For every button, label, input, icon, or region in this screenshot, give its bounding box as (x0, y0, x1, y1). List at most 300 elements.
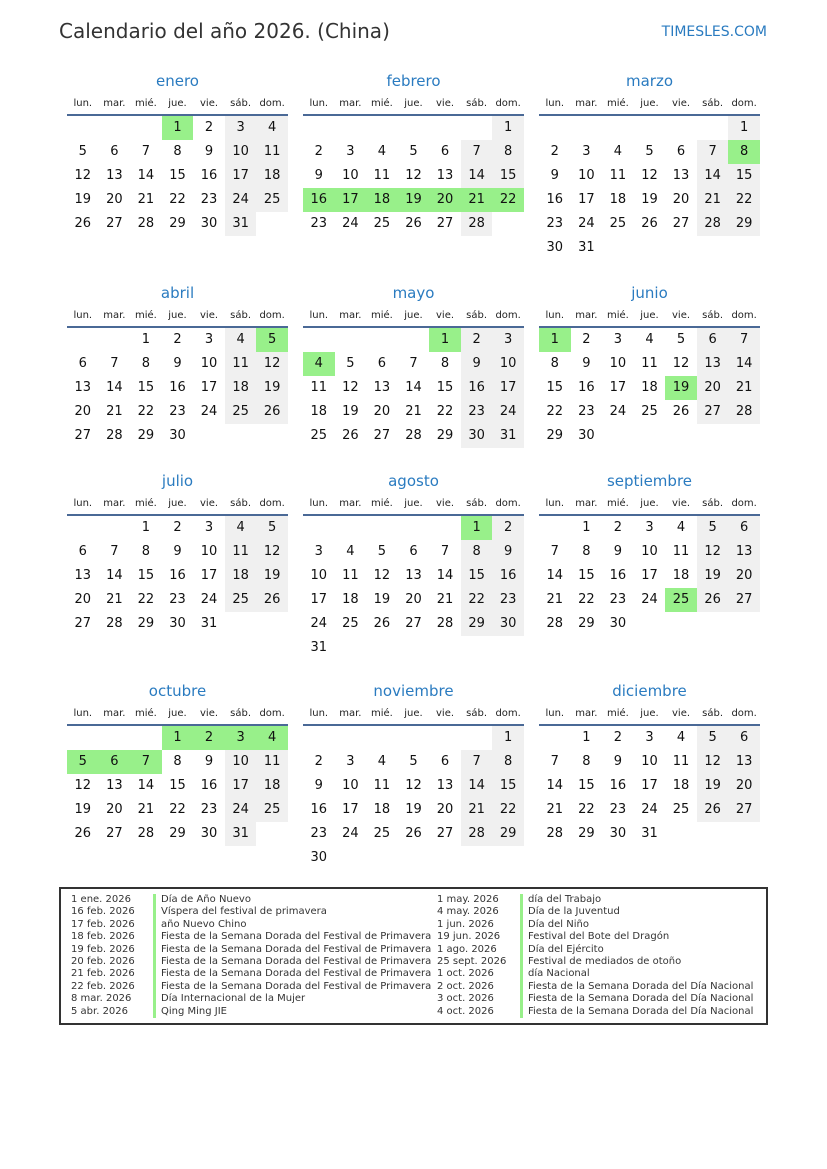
day-cell[interactable]: 15 (578, 568, 595, 583)
day-cell[interactable]: 3 (225, 116, 257, 140)
day-cell[interactable]: 24 (342, 216, 359, 231)
day-cell[interactable]: 9 (204, 754, 214, 769)
day-cell[interactable]: 1 (728, 116, 760, 140)
day-cell[interactable]: 10 (225, 140, 257, 164)
day-cell[interactable]: 27 (436, 216, 454, 231)
day-cell[interactable]: 25 (672, 802, 690, 817)
day-cell[interactable]: 31 (310, 640, 328, 655)
day-cell[interactable]: 14 (546, 568, 564, 583)
day-cell[interactable]: 11 (672, 544, 690, 559)
day-cell[interactable]: 28 (461, 822, 493, 846)
day-cell[interactable]: 13 (436, 778, 454, 793)
day-cell[interactable]: 13 (728, 540, 760, 564)
day-cell[interactable]: 17 (492, 376, 524, 400)
day-cell[interactable]: 6 (676, 144, 686, 159)
day-cell[interactable]: 2 (461, 328, 493, 352)
day-cell[interactable]: 21 (461, 798, 493, 822)
day-cell[interactable]: 21 (728, 376, 760, 400)
day-cell[interactable]: 23 (200, 192, 218, 207)
day-cell[interactable]: 10 (310, 568, 328, 583)
day-cell[interactable]: 24 (200, 592, 218, 607)
day-cell[interactable]: 27 (672, 216, 690, 231)
day-cell[interactable]: 10 (200, 356, 218, 371)
day-cell[interactable]: 13 (74, 568, 92, 583)
day-cell[interactable]: 12 (74, 168, 92, 183)
day-cell[interactable]: 10 (641, 544, 658, 559)
day-cell[interactable]: 29 (578, 826, 595, 841)
day-cell[interactable]: 31 (225, 212, 257, 236)
day-cell[interactable]: 20 (728, 774, 760, 798)
day-cell[interactable]: 10 (225, 750, 257, 774)
day-cell[interactable]: 1 (492, 116, 524, 140)
day-cell[interactable]: 16 (461, 376, 493, 400)
day-cell[interactable]: 24 (641, 592, 658, 607)
day-cell[interactable]: 28 (106, 428, 123, 443)
day-cell[interactable]: 11 (373, 778, 391, 793)
day-cell[interactable]: 8 (582, 754, 591, 769)
day-cell[interactable]: 30 (578, 428, 595, 443)
day-cell[interactable]: 13 (728, 750, 760, 774)
day-cell[interactable]: 24 (342, 826, 359, 841)
holiday-day-cell[interactable]: 19 (665, 376, 697, 400)
day-cell[interactable]: 25 (373, 826, 391, 841)
day-cell[interactable]: 15 (137, 380, 155, 395)
day-cell[interactable]: 3 (613, 332, 623, 347)
day-cell[interactable]: 30 (169, 616, 186, 631)
day-cell[interactable]: 9 (613, 544, 623, 559)
day-cell[interactable]: 26 (256, 400, 288, 424)
day-cell[interactable]: 12 (342, 380, 359, 395)
day-cell[interactable]: 26 (405, 826, 422, 841)
day-cell[interactable]: 16 (200, 168, 218, 183)
day-cell[interactable]: 25 (373, 216, 391, 231)
day-cell[interactable]: 25 (256, 798, 288, 822)
holiday-day-cell[interactable]: 20 (429, 188, 461, 212)
day-cell[interactable]: 14 (137, 778, 155, 793)
day-cell[interactable]: 21 (436, 592, 454, 607)
day-cell[interactable]: 18 (373, 802, 391, 817)
day-cell[interactable]: 17 (310, 592, 328, 607)
day-cell[interactable]: 27 (697, 400, 729, 424)
day-cell[interactable]: 27 (405, 616, 422, 631)
day-cell[interactable]: 9 (492, 540, 524, 564)
day-cell[interactable]: 29 (169, 826, 186, 841)
day-cell[interactable]: 4 (346, 544, 355, 559)
day-cell[interactable]: 26 (342, 428, 359, 443)
day-cell[interactable]: 10 (609, 356, 627, 371)
day-cell[interactable]: 4 (225, 328, 257, 352)
day-cell[interactable]: 2 (173, 332, 182, 347)
day-cell[interactable]: 2 (582, 332, 591, 347)
day-cell[interactable]: 8 (141, 356, 151, 371)
day-cell[interactable]: 9 (314, 778, 323, 793)
day-cell[interactable]: 23 (310, 826, 328, 841)
holiday-day-cell[interactable]: 1 (461, 516, 493, 540)
day-cell[interactable]: 8 (440, 356, 450, 371)
day-cell[interactable]: 24 (225, 798, 257, 822)
day-cell[interactable]: 28 (546, 616, 564, 631)
day-cell[interactable]: 17 (641, 568, 658, 583)
day-cell[interactable]: 27 (74, 616, 92, 631)
day-cell[interactable]: 17 (225, 774, 257, 798)
day-cell[interactable]: 1 (492, 726, 524, 750)
day-cell[interactable]: 11 (256, 140, 288, 164)
day-cell[interactable]: 27 (436, 826, 454, 841)
day-cell[interactable]: 12 (697, 540, 729, 564)
day-cell[interactable]: 19 (256, 376, 288, 400)
day-cell[interactable]: 2 (613, 730, 623, 745)
day-cell[interactable]: 9 (314, 168, 323, 183)
day-cell[interactable]: 7 (110, 544, 119, 559)
day-cell[interactable]: 14 (697, 164, 729, 188)
day-cell[interactable]: 6 (409, 544, 418, 559)
day-cell[interactable]: 4 (676, 520, 686, 535)
holiday-day-cell[interactable]: 25 (665, 588, 697, 612)
day-cell[interactable]: 4 (377, 144, 387, 159)
day-cell[interactable]: 5 (409, 754, 418, 769)
day-cell[interactable]: 12 (256, 352, 288, 376)
day-cell[interactable]: 13 (74, 380, 92, 395)
day-cell[interactable]: 5 (256, 516, 288, 540)
day-cell[interactable]: 17 (609, 380, 627, 395)
day-cell[interactable]: 3 (346, 754, 355, 769)
day-cell[interactable]: 23 (578, 404, 595, 419)
day-cell[interactable]: 13 (405, 568, 422, 583)
day-cell[interactable]: 13 (373, 380, 391, 395)
day-cell[interactable]: 28 (461, 212, 493, 236)
day-cell[interactable]: 8 (492, 140, 524, 164)
day-cell[interactable]: 20 (106, 802, 123, 817)
day-cell[interactable]: 24 (200, 404, 218, 419)
day-cell[interactable]: 22 (546, 404, 564, 419)
day-cell[interactable]: 21 (106, 404, 123, 419)
day-cell[interactable]: 13 (672, 168, 690, 183)
holiday-day-cell[interactable]: 6 (99, 750, 131, 774)
day-cell[interactable]: 11 (641, 356, 658, 371)
day-cell[interactable]: 28 (137, 826, 155, 841)
day-cell[interactable]: 17 (200, 568, 218, 583)
day-cell[interactable]: 30 (169, 428, 186, 443)
day-cell[interactable]: 6 (78, 544, 87, 559)
day-cell[interactable]: 30 (461, 424, 493, 448)
day-cell[interactable]: 29 (578, 616, 595, 631)
day-cell[interactable]: 4 (645, 332, 654, 347)
day-cell[interactable]: 21 (106, 592, 123, 607)
day-cell[interactable]: 26 (641, 216, 658, 231)
day-cell[interactable]: 12 (672, 356, 690, 371)
day-cell[interactable]: 1 (582, 520, 591, 535)
day-cell[interactable]: 22 (436, 404, 454, 419)
day-cell[interactable]: 15 (169, 168, 186, 183)
day-cell[interactable]: 22 (137, 592, 155, 607)
day-cell[interactable]: 5 (78, 144, 87, 159)
day-cell[interactable]: 2 (314, 754, 323, 769)
day-cell[interactable]: 15 (546, 380, 564, 395)
day-cell[interactable]: 4 (377, 754, 387, 769)
day-cell[interactable]: 8 (582, 544, 591, 559)
brand-link[interactable]: TIMESLES.COM (661, 24, 767, 40)
day-cell[interactable]: 2 (204, 120, 214, 135)
holiday-day-cell[interactable]: 4 (303, 352, 335, 376)
day-cell[interactable]: 26 (405, 216, 422, 231)
day-cell[interactable]: 28 (106, 616, 123, 631)
holiday-day-cell[interactable]: 1 (429, 328, 461, 352)
day-cell[interactable]: 3 (314, 544, 323, 559)
day-cell[interactable]: 22 (728, 188, 760, 212)
day-cell[interactable]: 11 (256, 750, 288, 774)
day-cell[interactable]: 3 (645, 730, 654, 745)
day-cell[interactable]: 23 (169, 592, 186, 607)
day-cell[interactable]: 13 (697, 352, 729, 376)
day-cell[interactable]: 23 (609, 802, 627, 817)
day-cell[interactable]: 15 (728, 164, 760, 188)
day-cell[interactable]: 14 (436, 568, 454, 583)
day-cell[interactable]: 21 (546, 592, 564, 607)
day-cell[interactable]: 22 (137, 404, 155, 419)
day-cell[interactable]: 19 (405, 802, 422, 817)
day-cell[interactable]: 25 (310, 428, 328, 443)
day-cell[interactable]: 22 (578, 802, 595, 817)
day-cell[interactable]: 9 (173, 356, 182, 371)
day-cell[interactable]: 13 (106, 168, 123, 183)
day-cell[interactable]: 25 (225, 588, 257, 612)
day-cell[interactable]: 21 (546, 802, 564, 817)
day-cell[interactable]: 22 (492, 798, 524, 822)
day-cell[interactable]: 24 (225, 188, 257, 212)
day-cell[interactable]: 23 (310, 216, 328, 231)
day-cell[interactable]: 16 (609, 568, 627, 583)
day-cell[interactable]: 28 (697, 212, 729, 236)
day-cell[interactable]: 20 (106, 192, 123, 207)
day-cell[interactable]: 17 (578, 192, 595, 207)
day-cell[interactable]: 1 (141, 332, 151, 347)
day-cell[interactable]: 6 (377, 356, 387, 371)
day-cell[interactable]: 22 (169, 802, 186, 817)
day-cell[interactable]: 11 (342, 568, 359, 583)
day-cell[interactable]: 12 (256, 540, 288, 564)
day-cell[interactable]: 17 (225, 164, 257, 188)
day-cell[interactable]: 26 (672, 404, 690, 419)
day-cell[interactable]: 26 (74, 826, 92, 841)
day-cell[interactable]: 5 (697, 516, 729, 540)
day-cell[interactable]: 11 (225, 352, 257, 376)
day-cell[interactable]: 4 (613, 144, 623, 159)
day-cell[interactable]: 8 (550, 356, 559, 371)
holiday-day-cell[interactable]: 1 (162, 726, 194, 750)
day-cell[interactable]: 20 (373, 404, 391, 419)
holiday-day-cell[interactable]: 4 (256, 726, 288, 750)
day-cell[interactable]: 11 (373, 168, 391, 183)
holiday-day-cell[interactable]: 17 (335, 188, 367, 212)
day-cell[interactable]: 28 (137, 216, 155, 231)
day-cell[interactable]: 5 (377, 544, 387, 559)
day-cell[interactable]: 12 (697, 750, 729, 774)
day-cell[interactable]: 6 (697, 328, 729, 352)
day-cell[interactable]: 5 (409, 144, 418, 159)
day-cell[interactable]: 3 (204, 520, 214, 535)
day-cell[interactable]: 23 (609, 592, 627, 607)
day-cell[interactable]: 15 (436, 380, 454, 395)
day-cell[interactable]: 27 (728, 798, 760, 822)
day-cell[interactable]: 19 (641, 192, 658, 207)
day-cell[interactable]: 28 (546, 826, 564, 841)
day-cell[interactable]: 26 (373, 616, 391, 631)
day-cell[interactable]: 24 (641, 802, 658, 817)
day-cell[interactable]: 11 (672, 754, 690, 769)
day-cell[interactable]: 16 (578, 380, 595, 395)
holiday-day-cell[interactable]: 19 (398, 188, 430, 212)
day-cell[interactable]: 7 (550, 754, 559, 769)
day-cell[interactable]: 16 (169, 568, 186, 583)
day-cell[interactable]: 23 (492, 588, 524, 612)
day-cell[interactable]: 20 (74, 592, 92, 607)
day-cell[interactable]: 20 (405, 592, 422, 607)
day-cell[interactable]: 18 (310, 404, 328, 419)
day-cell[interactable]: 20 (697, 376, 729, 400)
day-cell[interactable]: 16 (492, 564, 524, 588)
day-cell[interactable]: 22 (578, 592, 595, 607)
day-cell[interactable]: 31 (641, 826, 658, 841)
day-cell[interactable]: 17 (200, 380, 218, 395)
day-cell[interactable]: 18 (342, 592, 359, 607)
day-cell[interactable]: 8 (141, 544, 151, 559)
day-cell[interactable]: 12 (405, 168, 422, 183)
day-cell[interactable]: 3 (204, 332, 214, 347)
day-cell[interactable]: 10 (342, 168, 359, 183)
day-cell[interactable]: 28 (405, 428, 422, 443)
day-cell[interactable]: 1 (582, 730, 591, 745)
holiday-day-cell[interactable]: 8 (728, 140, 760, 164)
day-cell[interactable]: 1 (141, 520, 151, 535)
day-cell[interactable]: 9 (613, 754, 623, 769)
day-cell[interactable]: 14 (461, 164, 493, 188)
day-cell[interactable]: 24 (609, 404, 627, 419)
day-cell[interactable]: 19 (74, 802, 92, 817)
day-cell[interactable]: 29 (546, 428, 564, 443)
day-cell[interactable]: 12 (405, 778, 422, 793)
day-cell[interactable]: 19 (373, 592, 391, 607)
day-cell[interactable]: 24 (492, 400, 524, 424)
day-cell[interactable]: 24 (578, 216, 595, 231)
day-cell[interactable]: 14 (405, 380, 422, 395)
day-cell[interactable]: 10 (641, 754, 658, 769)
holiday-day-cell[interactable]: 1 (539, 328, 571, 352)
day-cell[interactable]: 18 (609, 192, 627, 207)
day-cell[interactable]: 5 (697, 726, 729, 750)
day-cell[interactable]: 7 (728, 328, 760, 352)
day-cell[interactable]: 18 (225, 376, 257, 400)
holiday-day-cell[interactable]: 2 (193, 726, 225, 750)
holiday-day-cell[interactable]: 18 (366, 188, 398, 212)
day-cell[interactable]: 14 (461, 774, 493, 798)
day-cell[interactable]: 18 (672, 778, 690, 793)
day-cell[interactable]: 24 (310, 616, 328, 631)
day-cell[interactable]: 31 (225, 822, 257, 846)
day-cell[interactable]: 9 (550, 168, 559, 183)
day-cell[interactable]: 6 (110, 144, 119, 159)
day-cell[interactable]: 10 (200, 544, 218, 559)
day-cell[interactable]: 10 (492, 352, 524, 376)
day-cell[interactable]: 18 (672, 568, 690, 583)
day-cell[interactable]: 15 (492, 164, 524, 188)
holiday-day-cell[interactable]: 7 (130, 750, 162, 774)
day-cell[interactable]: 3 (346, 144, 355, 159)
holiday-day-cell[interactable]: 16 (303, 188, 335, 212)
day-cell[interactable]: 2 (314, 144, 323, 159)
day-cell[interactable]: 13 (436, 168, 454, 183)
day-cell[interactable]: 13 (106, 778, 123, 793)
day-cell[interactable]: 2 (550, 144, 559, 159)
day-cell[interactable]: 30 (609, 826, 627, 841)
day-cell[interactable]: 16 (200, 778, 218, 793)
day-cell[interactable]: 20 (672, 192, 690, 207)
day-cell[interactable]: 7 (697, 140, 729, 164)
day-cell[interactable]: 7 (440, 544, 450, 559)
day-cell[interactable]: 31 (492, 424, 524, 448)
day-cell[interactable]: 25 (342, 616, 359, 631)
day-cell[interactable]: 9 (204, 144, 214, 159)
day-cell[interactable]: 28 (728, 400, 760, 424)
day-cell[interactable]: 14 (546, 778, 564, 793)
day-cell[interactable]: 5 (676, 332, 686, 347)
day-cell[interactable]: 15 (578, 778, 595, 793)
day-cell[interactable]: 25 (225, 400, 257, 424)
day-cell[interactable]: 12 (373, 568, 391, 583)
day-cell[interactable]: 4 (225, 516, 257, 540)
day-cell[interactable]: 29 (461, 612, 493, 636)
day-cell[interactable]: 18 (256, 164, 288, 188)
day-cell[interactable]: 23 (200, 802, 218, 817)
day-cell[interactable]: 8 (173, 754, 182, 769)
day-cell[interactable]: 20 (728, 564, 760, 588)
day-cell[interactable]: 16 (169, 380, 186, 395)
day-cell[interactable]: 7 (550, 544, 559, 559)
day-cell[interactable]: 27 (728, 588, 760, 612)
day-cell[interactable]: 8 (492, 750, 524, 774)
day-cell[interactable]: 4 (676, 730, 686, 745)
day-cell[interactable]: 25 (609, 216, 627, 231)
day-cell[interactable]: 25 (256, 188, 288, 212)
day-cell[interactable]: 15 (169, 778, 186, 793)
day-cell[interactable]: 12 (641, 168, 658, 183)
day-cell[interactable]: 7 (141, 144, 151, 159)
day-cell[interactable]: 9 (582, 356, 591, 371)
day-cell[interactable]: 21 (697, 188, 729, 212)
day-cell[interactable]: 14 (106, 568, 123, 583)
day-cell[interactable]: 7 (110, 356, 119, 371)
day-cell[interactable]: 31 (200, 616, 218, 631)
day-cell[interactable]: 3 (492, 328, 524, 352)
day-cell[interactable]: 18 (641, 380, 658, 395)
day-cell[interactable]: 5 (346, 356, 355, 371)
day-cell[interactable]: 25 (641, 404, 658, 419)
day-cell[interactable]: 10 (578, 168, 595, 183)
day-cell[interactable]: 30 (200, 826, 218, 841)
day-cell[interactable]: 8 (461, 540, 493, 564)
day-cell[interactable]: 15 (492, 774, 524, 798)
day-cell[interactable]: 7 (461, 750, 493, 774)
day-cell[interactable]: 2 (173, 520, 182, 535)
day-cell[interactable]: 15 (137, 568, 155, 583)
day-cell[interactable]: 6 (440, 144, 450, 159)
day-cell[interactable]: 19 (697, 564, 729, 588)
day-cell[interactable]: 10 (342, 778, 359, 793)
day-cell[interactable]: 21 (405, 404, 422, 419)
day-cell[interactable]: 21 (137, 802, 155, 817)
day-cell[interactable]: 6 (440, 754, 450, 769)
day-cell[interactable]: 30 (546, 240, 564, 255)
day-cell[interactable]: 9 (461, 352, 493, 376)
